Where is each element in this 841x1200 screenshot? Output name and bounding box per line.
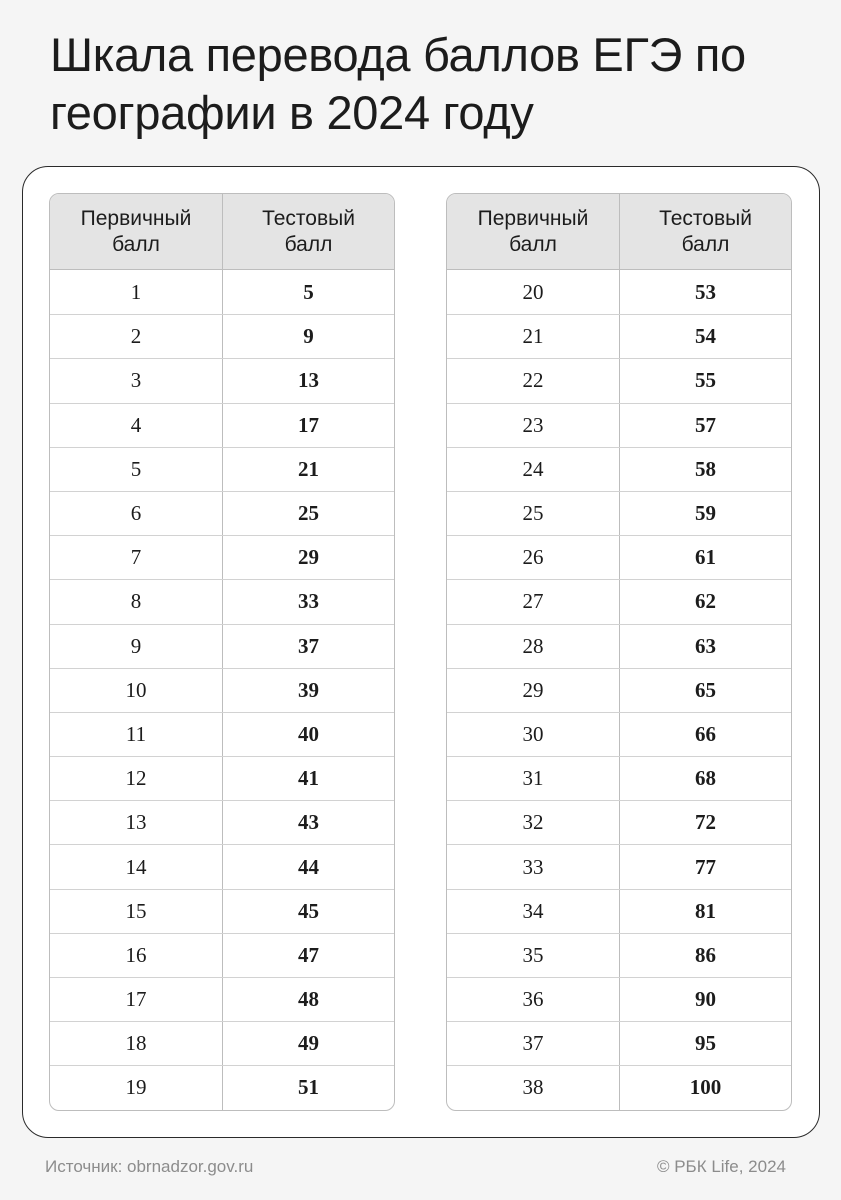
table-row xyxy=(447,579,791,623)
table-row xyxy=(50,1065,394,1109)
primary-score-cell: 8 xyxy=(130,589,142,614)
table-row xyxy=(50,314,394,358)
table-row xyxy=(50,491,394,535)
test-score-cell: 53 xyxy=(619,270,791,314)
test-score-cell: 66 xyxy=(619,713,791,756)
primary-score-header: Первичный балл xyxy=(80,206,192,256)
score-table-card xyxy=(22,166,820,1138)
primary-score-cell: 30 xyxy=(522,721,544,746)
table-row xyxy=(50,358,394,402)
test-score-cell: 95 xyxy=(619,1022,791,1065)
table-row xyxy=(447,756,791,800)
test-score-cell: 57 xyxy=(619,404,791,447)
primary-score-cell: 27 xyxy=(522,589,544,614)
primary-score-cell: 25 xyxy=(522,501,544,526)
primary-score-cell: 28 xyxy=(522,633,544,658)
table-row xyxy=(50,844,394,888)
primary-score-cell: 36 xyxy=(522,987,544,1012)
primary-score-cell: 24 xyxy=(522,456,544,481)
table-row xyxy=(447,314,791,358)
test-score-cell: 29 xyxy=(222,536,394,579)
test-score-cell: 48 xyxy=(222,978,394,1021)
primary-score-cell: 26 xyxy=(522,545,544,570)
primary-score-cell: 7 xyxy=(130,545,142,570)
test-score-cell: 40 xyxy=(222,713,394,756)
test-score-header: Тестовый балл xyxy=(619,194,791,269)
table-row xyxy=(447,403,791,447)
test-score-cell: 100 xyxy=(619,1066,791,1109)
page-title: Шкала перевода баллов ЕГЭ по географии в 2024 году xyxy=(50,28,746,139)
primary-score-cell: 5 xyxy=(130,456,142,481)
test-score-cell: 47 xyxy=(222,934,394,977)
test-score-cell: 25 xyxy=(222,492,394,535)
primary-score-cell: 38 xyxy=(522,1075,544,1100)
test-score-cell: 68 xyxy=(619,757,791,800)
primary-score-cell: 11 xyxy=(125,721,147,746)
test-score-header: Тестовый балл xyxy=(222,194,394,269)
table-row xyxy=(447,889,791,933)
test-score-cell: 39 xyxy=(222,669,394,712)
table-body xyxy=(447,270,791,1110)
primary-score-cell: 13 xyxy=(125,810,147,835)
table-row xyxy=(447,491,791,535)
primary-score-cell: 34 xyxy=(522,898,544,923)
test-score-cell: 61 xyxy=(619,536,791,579)
test-score-cell: 51 xyxy=(222,1066,394,1109)
primary-score-cell: 14 xyxy=(125,854,147,879)
table-row xyxy=(50,535,394,579)
table-body xyxy=(50,270,394,1110)
table-row xyxy=(447,535,791,579)
table-row xyxy=(447,712,791,756)
primary-score-cell: 9 xyxy=(130,633,142,658)
score-table-left xyxy=(49,193,395,1111)
test-score-cell: 33 xyxy=(222,580,394,623)
table-row xyxy=(447,624,791,668)
table-row xyxy=(447,933,791,977)
table-row xyxy=(50,933,394,977)
table-header xyxy=(447,194,791,270)
table-row xyxy=(50,712,394,756)
test-score-cell: 59 xyxy=(619,492,791,535)
test-score-cell: 62 xyxy=(619,580,791,623)
test-score-cell: 54 xyxy=(619,315,791,358)
test-score-cell: 77 xyxy=(619,845,791,888)
primary-score-cell: 3 xyxy=(130,368,142,393)
test-score-cell: 21 xyxy=(222,448,394,491)
test-score-cell: 43 xyxy=(222,801,394,844)
table-row xyxy=(447,844,791,888)
primary-score-header: Первичный балл xyxy=(477,206,589,256)
test-score-cell: 65 xyxy=(619,669,791,712)
primary-score-cell: 31 xyxy=(522,766,544,791)
table-header xyxy=(50,194,394,270)
test-score-cell: 55 xyxy=(619,359,791,402)
table-row xyxy=(50,756,394,800)
primary-score-cell: 21 xyxy=(522,324,544,349)
primary-score-cell: 16 xyxy=(125,942,147,967)
test-score-cell: 37 xyxy=(222,625,394,668)
table-row xyxy=(447,270,791,314)
table-row xyxy=(50,624,394,668)
table-row xyxy=(50,889,394,933)
test-score-cell: 44 xyxy=(222,845,394,888)
test-score-cell: 41 xyxy=(222,757,394,800)
table-row xyxy=(447,447,791,491)
test-score-cell: 58 xyxy=(619,448,791,491)
table-row xyxy=(50,1021,394,1065)
primary-score-cell: 33 xyxy=(522,854,544,879)
primary-score-cell: 10 xyxy=(125,677,147,702)
table-row xyxy=(50,403,394,447)
test-score-cell: 81 xyxy=(619,890,791,933)
test-score-cell: 49 xyxy=(222,1022,394,1065)
primary-score-cell: 37 xyxy=(522,1031,544,1056)
primary-score-cell: 6 xyxy=(130,501,142,526)
test-score-cell: 9 xyxy=(222,315,394,358)
table-row xyxy=(447,1021,791,1065)
primary-score-cell: 12 xyxy=(125,766,147,791)
table-row xyxy=(447,977,791,1021)
primary-score-cell: 15 xyxy=(125,898,147,923)
test-score-cell: 45 xyxy=(222,890,394,933)
test-score-cell: 5 xyxy=(222,270,394,314)
source-note: Источник: obrnadzor.gov.ru xyxy=(45,1157,254,1176)
primary-score-cell: 19 xyxy=(125,1075,147,1100)
table-row xyxy=(50,579,394,623)
primary-score-cell: 35 xyxy=(522,942,544,967)
test-score-cell: 90 xyxy=(619,978,791,1021)
primary-score-cell: 1 xyxy=(130,279,142,304)
primary-score-cell: 23 xyxy=(522,412,544,437)
table-row xyxy=(447,1065,791,1109)
copyright-note: © РБК Life, 2024 xyxy=(656,1157,786,1176)
table-row xyxy=(447,358,791,402)
primary-score-cell: 22 xyxy=(522,368,544,393)
primary-score-cell: 32 xyxy=(522,810,544,835)
table-row xyxy=(50,977,394,1021)
primary-score-cell: 18 xyxy=(125,1031,147,1056)
test-score-cell: 17 xyxy=(222,404,394,447)
primary-score-cell: 20 xyxy=(522,279,544,304)
test-score-cell: 13 xyxy=(222,359,394,402)
score-table-right xyxy=(446,193,792,1111)
primary-score-cell: 17 xyxy=(125,987,147,1012)
table-row xyxy=(50,270,394,314)
test-score-cell: 63 xyxy=(619,625,791,668)
table-row xyxy=(50,668,394,712)
test-score-cell: 86 xyxy=(619,934,791,977)
primary-score-cell: 29 xyxy=(522,677,544,702)
table-row xyxy=(50,800,394,844)
primary-score-cell: 4 xyxy=(130,412,142,437)
primary-score-cell: 2 xyxy=(130,324,142,349)
test-score-cell: 72 xyxy=(619,801,791,844)
table-row xyxy=(447,668,791,712)
table-row xyxy=(447,800,791,844)
table-row xyxy=(50,447,394,491)
